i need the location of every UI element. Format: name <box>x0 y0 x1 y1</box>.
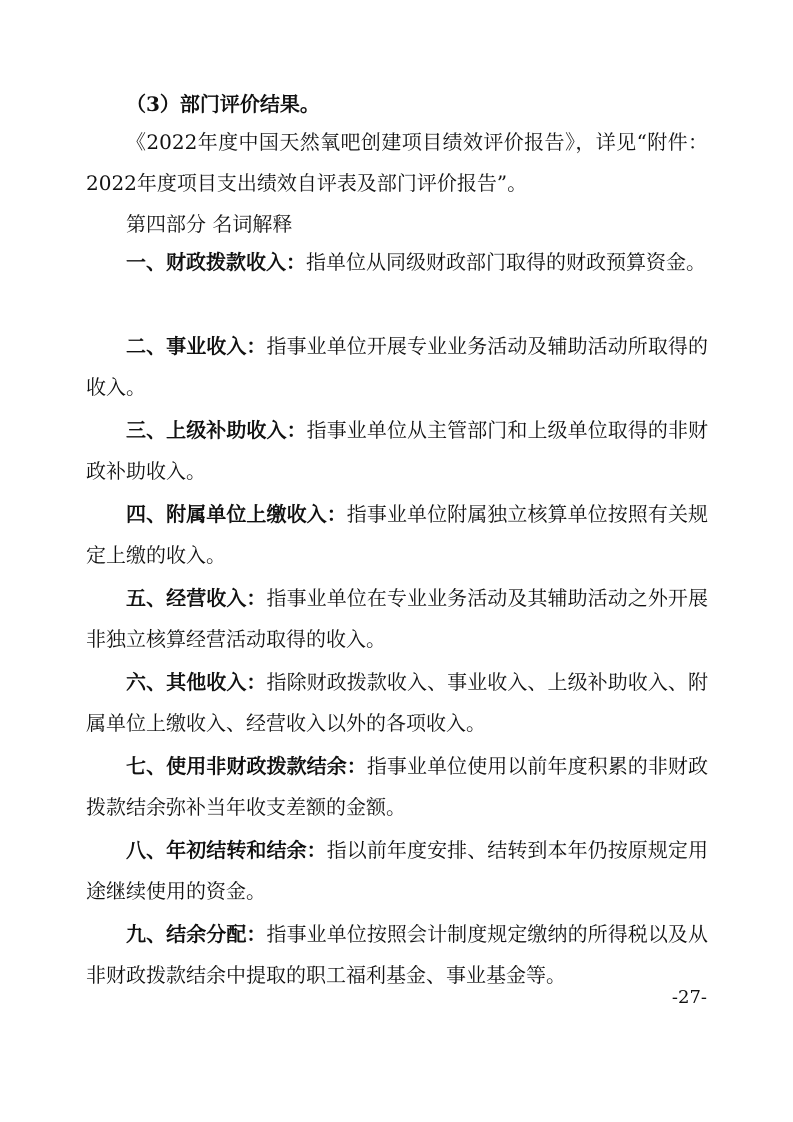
term-label: 五、经营收入： <box>126 586 267 610</box>
term-label: 二、事业收入： <box>126 334 267 358</box>
term-label: 九、结余分配： <box>126 922 267 946</box>
term-definition: 指单位从同级财政部门取得的财政预算资金。 <box>306 250 706 274</box>
term-definition: 指除财政拨款收入、事业收入、上级补助收入、附属单位上缴收入、经营收入以外的各项收入。 <box>86 670 708 735</box>
term-label: 八、年初结转和结余： <box>126 838 327 862</box>
term-definition: 指事业单位在专业业务活动及其辅助活动之外开展非独立核算经营活动取得的收入。 <box>86 586 708 651</box>
term-paragraph <box>86 830 708 912</box>
term-paragraph <box>86 662 708 744</box>
term-label: 六、其他收入： <box>126 670 267 694</box>
page-number: -27- <box>671 987 707 1008</box>
term-definition: 指事业单位开展专业业务活动及辅助活动所取得的收入。 <box>86 334 708 399</box>
term-definition: 指事业单位附属独立核算单位按照有关规定上缴的收入。 <box>86 502 709 567</box>
term-paragraph <box>86 746 708 828</box>
term-paragraph <box>86 494 708 576</box>
term-label: 三、上级补助收入： <box>126 418 307 442</box>
term-definition: 指事业单位从主管部门和上级单位取得的非财政补助收入。 <box>86 418 709 483</box>
term-paragraph <box>86 914 708 996</box>
term-label: 一、财政拨款收入： <box>126 250 306 274</box>
term-paragraph <box>86 410 708 492</box>
term-definition: 指事业单位使用以前年度积累的非财政拨款结余弥补当年收支差额的金额。 <box>86 754 709 819</box>
term-paragraph <box>86 578 708 660</box>
term-paragraph <box>86 326 708 408</box>
section-title: 第四部分 名词解释 <box>126 212 293 236</box>
term-definition: 指事业单位按照会计制度规定缴纳的所得税以及从非财政拨款结余中提取的职工福利基金、事业基金等。 <box>86 922 708 987</box>
term-paragraph <box>86 242 708 283</box>
reference-paragraph: 《2022年度中国天然氧吧创建项目绩效评价报告》，详见“附件：2022年度项目支出绩效自评表及部门评价报告”。 <box>86 130 708 195</box>
term-label: 四、附属单位上缴收入： <box>126 502 347 526</box>
subsection-heading: （3）部门评价结果。 <box>126 92 320 116</box>
term-definition: 指以前年度安排、结转到本年仍按原规定用途继续使用的资金。 <box>86 838 709 903</box>
term-label: 七、使用非财政拨款结余： <box>126 754 367 778</box>
